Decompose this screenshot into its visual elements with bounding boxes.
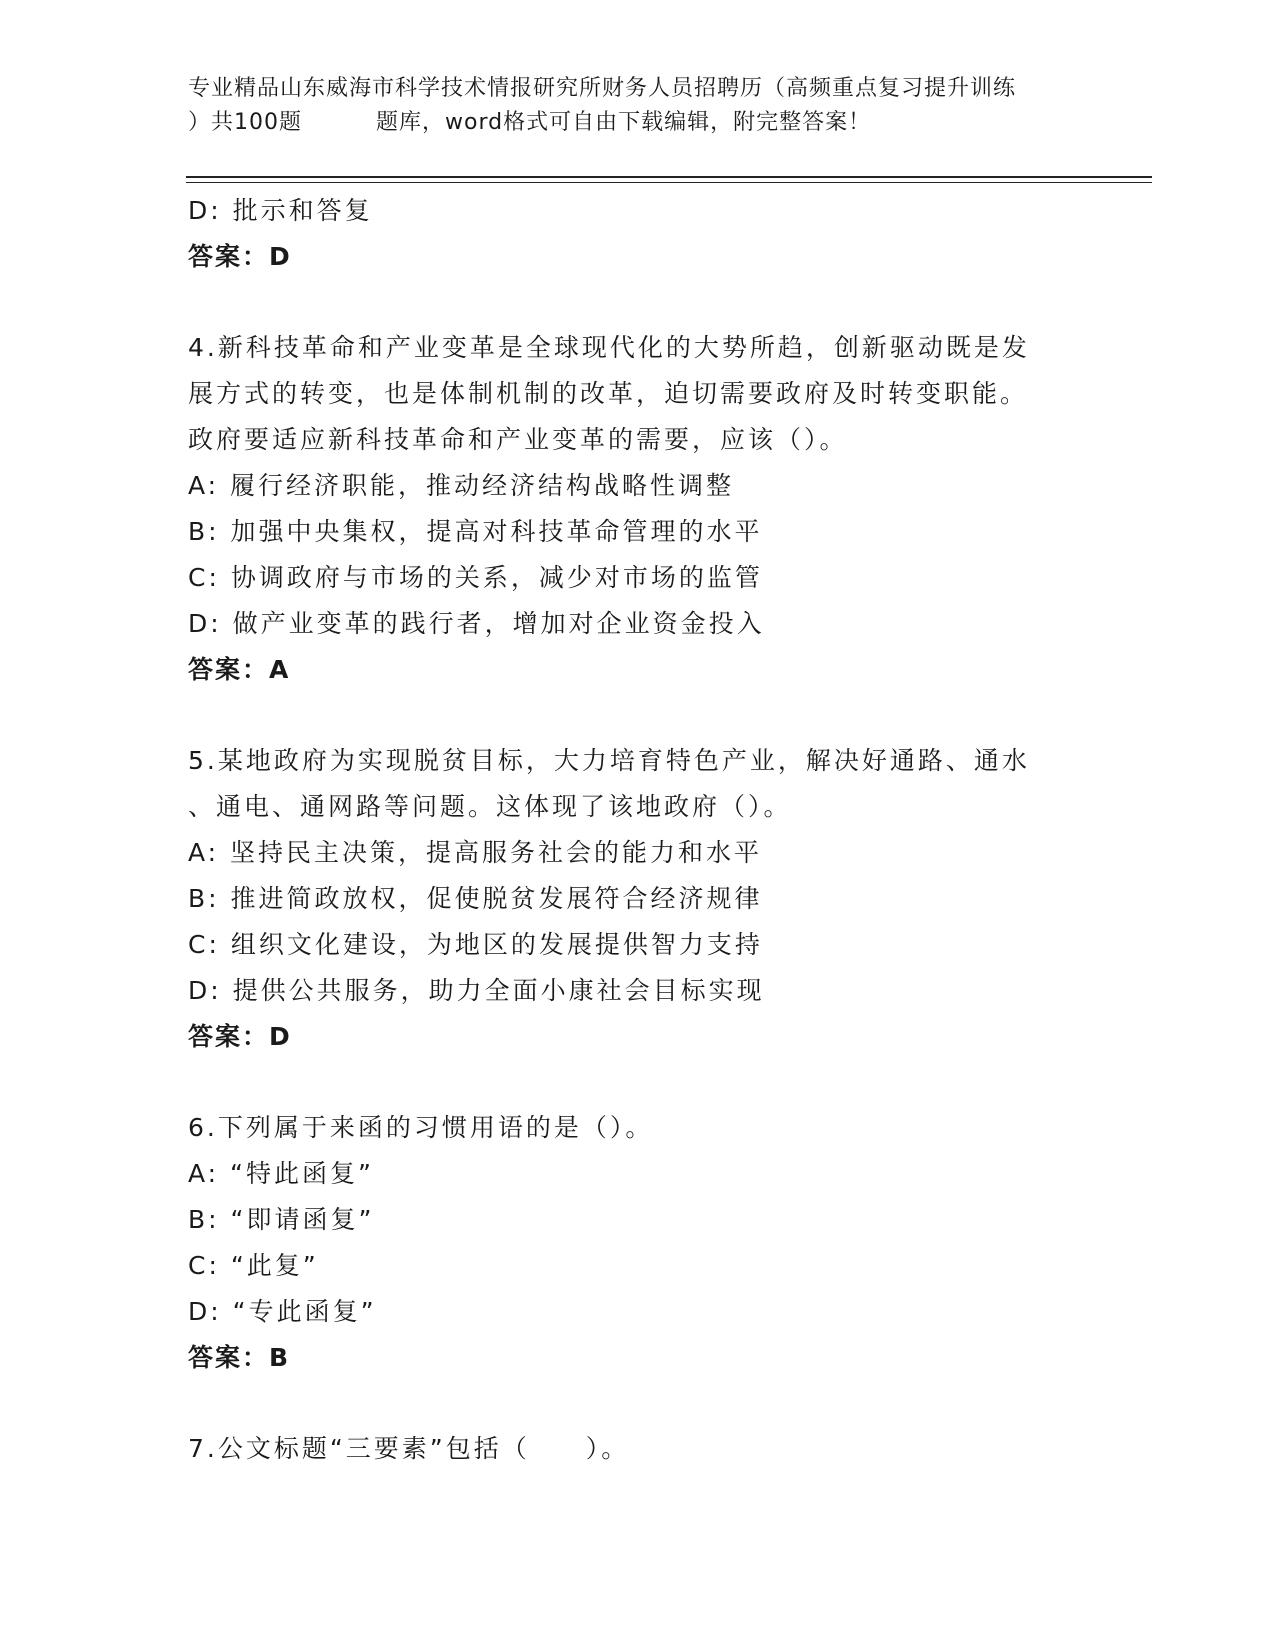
option-c: C: 组织文化建设，为地区的发展提供智力支持: [188, 930, 763, 959]
document-header: [188, 72, 1088, 140]
document-body: [188, 188, 1088, 1472]
option-a: A: 履行经济职能，推动经济结构战略性调整: [188, 471, 735, 500]
option-b: B: “即请函复”: [188, 1205, 375, 1234]
option-b: B: 加强中央集权，提高对科技革命管理的水平: [188, 517, 763, 546]
question-4: [188, 325, 1088, 693]
option-b: B: 推进简政放权，促使脱贫发展符合经济规律: [188, 884, 763, 913]
option-c: C: “此复”: [188, 1251, 319, 1280]
option-a: A: 坚持民主决策，提高服务社会的能力和水平: [188, 838, 763, 867]
question-fragment: [188, 188, 1088, 280]
header-line-1: 专业精品山东威海市科学技术情报研究所财务人员招聘历（高频重点复习提升训练: [188, 76, 1017, 101]
option-d: D: “专此函复”: [188, 1297, 377, 1326]
question-text-line: 7.公文标题“三要素”包括（ ）。: [188, 1434, 630, 1463]
header-line-2: [188, 106, 1088, 140]
header-description: 题库，word格式可自由下载编辑，附完整答案！: [376, 110, 872, 135]
answer-line: 答案：D: [188, 242, 292, 271]
option-d: D: 做产业变革的践行者，增加对企业资金投入: [188, 609, 765, 638]
answer-line: 答案：B: [188, 1343, 291, 1372]
question-text-line: 6.下列属于来函的习惯用语的是（）。: [188, 1113, 654, 1142]
header-count: ）共100题: [188, 110, 302, 135]
question-5: [188, 738, 1088, 1060]
answer-line: 答案：A: [188, 655, 291, 684]
question-text-line: 4.新科技革命和产业变革是全球现代化的大势所趋，创新驱动既是发: [188, 333, 1030, 362]
header-rule-thin: [186, 182, 1152, 183]
option-d: D: 批示和答复: [188, 196, 373, 225]
question-6: [188, 1105, 1088, 1381]
question-text-line: 展方式的转变，也是体制机制的改革，迫切需要政府及时转变职能。: [188, 379, 1029, 408]
question-text-line: 5.某地政府为实现脱贫目标，大力培育特色产业，解决好通路、通水: [188, 746, 1030, 775]
question-text-line: 政府要适应新科技革命和产业变革的需要，应该（）。: [188, 425, 848, 454]
option-a: A: “特此函复”: [188, 1159, 374, 1188]
option-c: C: 协调政府与市场的关系，减少对市场的监管: [188, 563, 763, 592]
question-text-line: 、通电、通网路等问题。这体现了该地政府（）。: [188, 792, 792, 821]
option-d: D: 提供公共服务，助力全面小康社会目标实现: [188, 976, 765, 1005]
question-7: [188, 1426, 1088, 1472]
answer-line: 答案：D: [188, 1022, 292, 1051]
header-rule-thick: [186, 176, 1152, 178]
